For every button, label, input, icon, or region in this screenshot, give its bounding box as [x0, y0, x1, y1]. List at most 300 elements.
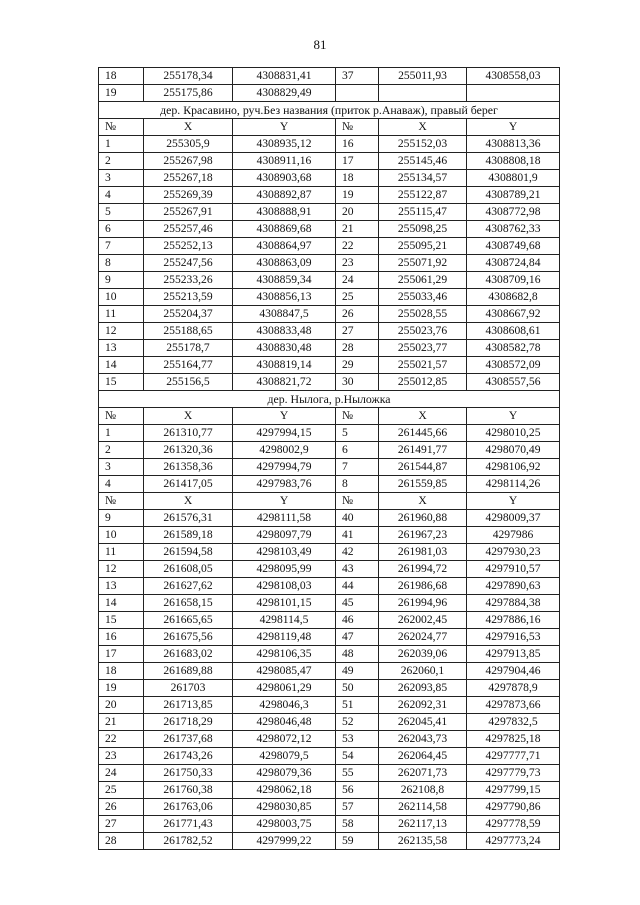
table-cell: 20	[99, 697, 144, 714]
table-cell	[467, 85, 560, 102]
table-cell: 3	[99, 459, 144, 476]
table-cell: Y	[467, 493, 560, 510]
table-cell	[336, 85, 379, 102]
table-cell: 255095,21	[379, 238, 467, 255]
table-cell: 4308864,97	[233, 238, 336, 255]
table-cell: 4308572,09	[467, 357, 560, 374]
table-cell: 4297886,16	[467, 612, 560, 629]
table-cell: 4297884,38	[467, 595, 560, 612]
table-cell: 19	[336, 187, 379, 204]
table-cell: 4297994,79	[233, 459, 336, 476]
table-cell: 4308682,8	[467, 289, 560, 306]
table-header-row	[99, 493, 560, 510]
table-cell: 4298010,25	[467, 425, 560, 442]
table-cell: 13	[99, 578, 144, 595]
table-cell: 255033,46	[379, 289, 467, 306]
table-cell: Y	[467, 119, 560, 136]
table-cell: 4298009,37	[467, 510, 560, 527]
table-cell: 42	[336, 544, 379, 561]
table-cell: 4298079,36	[233, 765, 336, 782]
table-cell: 4297778,59	[467, 816, 560, 833]
table-cell: 7	[336, 459, 379, 476]
table-cell: 261665,65	[144, 612, 233, 629]
table-cell: 27	[336, 323, 379, 340]
table-cell: 255115,47	[379, 204, 467, 221]
table-cell: 5	[99, 204, 144, 221]
table-cell: 4308808,18	[467, 153, 560, 170]
table-row	[99, 272, 560, 289]
table-cell: 4308558,03	[467, 68, 560, 85]
table-cell: 47	[336, 629, 379, 646]
table-cell: 59	[336, 833, 379, 850]
table-cell: 4297773,24	[467, 833, 560, 850]
table-cell: 255164,77	[144, 357, 233, 374]
table-cell: 54	[336, 748, 379, 765]
table-row	[99, 136, 560, 153]
table-cell: 4297904,46	[467, 663, 560, 680]
table-cell: 41	[336, 527, 379, 544]
table-cell: 262043,73	[379, 731, 467, 748]
table-cell: 4297832,5	[467, 714, 560, 731]
table-cell: 40	[336, 510, 379, 527]
table-cell: 12	[99, 561, 144, 578]
table-cell: Y	[233, 493, 336, 510]
table-cell: 262093,85	[379, 680, 467, 697]
table-cell: 4298097,79	[233, 527, 336, 544]
table-cell: 56	[336, 782, 379, 799]
table-cell: Y	[233, 119, 336, 136]
table-cell: 11	[99, 306, 144, 323]
table-row	[99, 374, 560, 391]
table-cell: 4298111,58	[233, 510, 336, 527]
table-row	[99, 629, 560, 646]
table-cell: 4298072,12	[233, 731, 336, 748]
table-row	[99, 238, 560, 255]
table-cell: 261544,87	[379, 459, 467, 476]
table-cell: X	[144, 493, 233, 510]
table-cell: 255213,59	[144, 289, 233, 306]
table-row	[99, 306, 560, 323]
page-number: 81	[313, 37, 327, 52]
table-cell: 52	[336, 714, 379, 731]
table-cell: 4298062,18	[233, 782, 336, 799]
table-cell: 8	[336, 476, 379, 493]
table-row	[99, 289, 560, 306]
table-cell: 4308582,78	[467, 340, 560, 357]
table-row	[99, 187, 560, 204]
table-cell: 30	[336, 374, 379, 391]
table-cell: 262039,06	[379, 646, 467, 663]
table-cell: 4298085,47	[233, 663, 336, 680]
table-cell: 261589,18	[144, 527, 233, 544]
table-cell: 261627,62	[144, 578, 233, 595]
table-cell: 261760,38	[144, 782, 233, 799]
table-cell: 22	[336, 238, 379, 255]
table-cell: 48	[336, 646, 379, 663]
table-cell: 261743,26	[144, 748, 233, 765]
table-cell: 262092,31	[379, 697, 467, 714]
table-cell: 255011,93	[379, 68, 467, 85]
table-row	[99, 748, 560, 765]
table-cell: №	[336, 408, 379, 425]
table-row	[99, 833, 560, 850]
table-cell: 255305,9	[144, 136, 233, 153]
section-title: дер. Красавино, руч.Без названия (приток р.Анаваж), правый берег	[99, 102, 560, 119]
table-cell: 27	[99, 816, 144, 833]
table-cell: 4308608,61	[467, 323, 560, 340]
table-cell: 1	[99, 425, 144, 442]
table-cell: 17	[336, 153, 379, 170]
table-cell: 15	[99, 612, 144, 629]
table-cell: 255257,46	[144, 221, 233, 238]
table-cell: 255267,91	[144, 204, 233, 221]
table-cell: 25	[99, 782, 144, 799]
table-cell: №	[336, 119, 379, 136]
table-row	[99, 782, 560, 799]
table-cell: 255178,34	[144, 68, 233, 85]
table-cell: 4297777,71	[467, 748, 560, 765]
table-cell: 261559,85	[379, 476, 467, 493]
table-cell: 261689,88	[144, 663, 233, 680]
table-cell: 261683,02	[144, 646, 233, 663]
table-cell: 261417,05	[144, 476, 233, 493]
table-row	[99, 765, 560, 782]
table-cell: 4298106,35	[233, 646, 336, 663]
table-cell: 4308724,84	[467, 255, 560, 272]
table-row	[99, 578, 560, 595]
table-cell: 4298101,15	[233, 595, 336, 612]
table-cell: 51	[336, 697, 379, 714]
table-cell: 14	[99, 357, 144, 374]
table-cell: 255023,77	[379, 340, 467, 357]
table-cell: X	[379, 493, 467, 510]
table-cell: 4308847,5	[233, 306, 336, 323]
table-cell: 4297890,63	[467, 578, 560, 595]
table-cell: 255252,13	[144, 238, 233, 255]
table-cell: 4308801,9	[467, 170, 560, 187]
table-cell: 4298046,48	[233, 714, 336, 731]
table-cell: 24	[99, 765, 144, 782]
section-title: дер. Нылога, р.Ныложка	[99, 391, 560, 408]
table-cell: 4298103,49	[233, 544, 336, 561]
table-cell: 255122,87	[379, 187, 467, 204]
table-cell: 261445,66	[379, 425, 467, 442]
table-cell: 261718,29	[144, 714, 233, 731]
table-cell: 4308819,14	[233, 357, 336, 374]
table-cell: 4308667,92	[467, 306, 560, 323]
table-cell: 262108,8	[379, 782, 467, 799]
table-cell: Y	[467, 408, 560, 425]
table-cell: 255061,29	[379, 272, 467, 289]
table-row	[99, 510, 560, 527]
table-cell: 261320,36	[144, 442, 233, 459]
table-cell: 4298003,75	[233, 816, 336, 833]
table-cell: 262135,58	[379, 833, 467, 850]
table-cell: 262024,77	[379, 629, 467, 646]
table-header-row	[99, 119, 560, 136]
table-cell: 4298119,48	[233, 629, 336, 646]
table-cell: 4308856,13	[233, 289, 336, 306]
table-cell: 24	[336, 272, 379, 289]
table-cell: 14	[99, 595, 144, 612]
table-cell: 261713,85	[144, 697, 233, 714]
table-cell: X	[144, 119, 233, 136]
table-cell: 255233,26	[144, 272, 233, 289]
table-cell: 261750,33	[144, 765, 233, 782]
table-row	[99, 442, 560, 459]
table-cell: 10	[99, 527, 144, 544]
table-cell: 4298061,29	[233, 680, 336, 697]
table-cell: 4308833,48	[233, 323, 336, 340]
table-cell: 255178,7	[144, 340, 233, 357]
table-cell: 255021,57	[379, 357, 467, 374]
table-cell: 25	[336, 289, 379, 306]
table-row	[99, 799, 560, 816]
table-cell: 255071,92	[379, 255, 467, 272]
table-row	[99, 680, 560, 697]
table-row	[99, 68, 560, 85]
table-cell: 255188,65	[144, 323, 233, 340]
table-row	[99, 527, 560, 544]
table-cell: 4308911,16	[233, 153, 336, 170]
table-header-row	[99, 408, 560, 425]
table-cell: 9	[99, 272, 144, 289]
table-cell: 2	[99, 442, 144, 459]
table-cell: 4308813,36	[467, 136, 560, 153]
table-cell: 4298002,9	[233, 442, 336, 459]
table-cell: 255269,39	[144, 187, 233, 204]
table-cell: 4297986	[467, 527, 560, 544]
table-cell: 3	[99, 170, 144, 187]
table-cell: 7	[99, 238, 144, 255]
table-cell: 4	[99, 187, 144, 204]
table-row	[99, 221, 560, 238]
table-cell: 4298114,26	[467, 476, 560, 493]
table-cell: 261491,77	[379, 442, 467, 459]
table-cell: 18	[99, 68, 144, 85]
table-cell: 18	[99, 663, 144, 680]
table-cell: 4297913,85	[467, 646, 560, 663]
table-cell: 21	[336, 221, 379, 238]
coordinates-table	[98, 67, 560, 850]
table-cell: 262114,58	[379, 799, 467, 816]
table-cell: 4308829,49	[233, 85, 336, 102]
table-cell: 255152,03	[379, 136, 467, 153]
table-cell: 262060,1	[379, 663, 467, 680]
section-title-row	[99, 391, 560, 408]
table-cell: 4297910,57	[467, 561, 560, 578]
table-cell: 261675,56	[144, 629, 233, 646]
table-cell: 23	[336, 255, 379, 272]
table-cell: 4308903,68	[233, 170, 336, 187]
table-row	[99, 714, 560, 731]
table-cell: 4308869,68	[233, 221, 336, 238]
table-cell: 261358,36	[144, 459, 233, 476]
table-cell: №	[99, 119, 144, 136]
table-cell: 261986,68	[379, 578, 467, 595]
table-cell: 261782,52	[144, 833, 233, 850]
table-cell: 13	[99, 340, 144, 357]
table-cell: Y	[233, 408, 336, 425]
table-cell: 4297999,22	[233, 833, 336, 850]
table-cell: 4308789,21	[467, 187, 560, 204]
table-cell: 4308772,98	[467, 204, 560, 221]
table-row	[99, 595, 560, 612]
table-cell: 4297779,73	[467, 765, 560, 782]
table-cell: 28	[336, 340, 379, 357]
table-cell: 255267,18	[144, 170, 233, 187]
table-cell: 45	[336, 595, 379, 612]
table-row	[99, 153, 560, 170]
table-cell: №	[336, 493, 379, 510]
table-cell: 4308762,33	[467, 221, 560, 238]
table-cell: 4297799,15	[467, 782, 560, 799]
table-cell: 23	[99, 748, 144, 765]
table-cell: 261703	[144, 680, 233, 697]
table-cell: 4	[99, 476, 144, 493]
table-cell: 4297790,86	[467, 799, 560, 816]
table-row	[99, 816, 560, 833]
table-cell: 262071,73	[379, 765, 467, 782]
table-cell: 22	[99, 731, 144, 748]
table-row	[99, 476, 560, 493]
table-cell: 261981,03	[379, 544, 467, 561]
table-cell: 6	[99, 221, 144, 238]
table-cell: 261608,05	[144, 561, 233, 578]
table-row	[99, 85, 560, 102]
table-row	[99, 731, 560, 748]
table-cell: 4298070,49	[467, 442, 560, 459]
table-cell: 4298108,03	[233, 578, 336, 595]
table-cell: 4298030,85	[233, 799, 336, 816]
table-cell: 17	[99, 646, 144, 663]
table-row	[99, 425, 560, 442]
table-cell: 4297930,23	[467, 544, 560, 561]
table-cell: 261576,31	[144, 510, 233, 527]
table-cell: 4308749,68	[467, 238, 560, 255]
table-row	[99, 697, 560, 714]
table-cell: №	[99, 408, 144, 425]
table-row	[99, 561, 560, 578]
table-cell: 255012,85	[379, 374, 467, 391]
table-cell: 29	[336, 357, 379, 374]
table-cell: 12	[99, 323, 144, 340]
table-cell: 53	[336, 731, 379, 748]
table-cell: 4297873,66	[467, 697, 560, 714]
table-cell: 4308892,87	[233, 187, 336, 204]
table-cell: 262002,45	[379, 612, 467, 629]
table-cell: 4308830,48	[233, 340, 336, 357]
table-cell: 21	[99, 714, 144, 731]
table-cell: 4308709,16	[467, 272, 560, 289]
table-cell: 15	[99, 374, 144, 391]
table-cell: 2	[99, 153, 144, 170]
table-cell: 4308888,91	[233, 204, 336, 221]
table-cell: 10	[99, 289, 144, 306]
table-cell: 26	[336, 306, 379, 323]
table-cell: 255145,46	[379, 153, 467, 170]
table-cell: 4298046,3	[233, 697, 336, 714]
table-cell: 16	[336, 136, 379, 153]
table-cell: 4298079,5	[233, 748, 336, 765]
table-cell: 9	[99, 510, 144, 527]
table-cell: 255134,57	[379, 170, 467, 187]
table-cell: X	[144, 408, 233, 425]
table-cell: 16	[99, 629, 144, 646]
table-row	[99, 544, 560, 561]
table-cell: 255098,25	[379, 221, 467, 238]
table-cell: X	[379, 408, 467, 425]
table-row	[99, 204, 560, 221]
table-cell: 261594,58	[144, 544, 233, 561]
table-cell: 43	[336, 561, 379, 578]
table-cell: 19	[99, 680, 144, 697]
table-cell: 261737,68	[144, 731, 233, 748]
table-cell: 262045,41	[379, 714, 467, 731]
table-cell: 255028,55	[379, 306, 467, 323]
table-cell: 58	[336, 816, 379, 833]
table-cell: 261771,43	[144, 816, 233, 833]
table-cell: 4297825,18	[467, 731, 560, 748]
table-cell: 262064,45	[379, 748, 467, 765]
table-cell: 49	[336, 663, 379, 680]
table-cell: 50	[336, 680, 379, 697]
table-cell: 4297983,76	[233, 476, 336, 493]
table-cell: 261763,06	[144, 799, 233, 816]
table-cell: 20	[336, 204, 379, 221]
table-cell: 11	[99, 544, 144, 561]
table-cell: 4308935,12	[233, 136, 336, 153]
table-cell: 55	[336, 765, 379, 782]
table-cell: 18	[336, 170, 379, 187]
table-cell: 255175,86	[144, 85, 233, 102]
table-cell: 4308821,72	[233, 374, 336, 391]
table-row	[99, 646, 560, 663]
table-cell: №	[99, 493, 144, 510]
table-cell: 4297878,9	[467, 680, 560, 697]
table-row	[99, 170, 560, 187]
table-cell: 4308859,34	[233, 272, 336, 289]
table-cell: 4297994,15	[233, 425, 336, 442]
table-cell: 255204,37	[144, 306, 233, 323]
table-cell: 4308863,09	[233, 255, 336, 272]
table-row	[99, 357, 560, 374]
table-row	[99, 663, 560, 680]
table-cell: 4308831,41	[233, 68, 336, 85]
table-cell	[379, 85, 467, 102]
table-cell: 1	[99, 136, 144, 153]
section-title-row	[99, 102, 560, 119]
table-cell: 261960,88	[379, 510, 467, 527]
table-cell: 255247,56	[144, 255, 233, 272]
table-cell: 4308557,56	[467, 374, 560, 391]
table-cell: 262117,13	[379, 816, 467, 833]
table-cell: 8	[99, 255, 144, 272]
table-cell: 44	[336, 578, 379, 595]
table-cell: 5	[336, 425, 379, 442]
table-row	[99, 323, 560, 340]
table-cell: 4298106,92	[467, 459, 560, 476]
table-cell: 261994,96	[379, 595, 467, 612]
table-row	[99, 612, 560, 629]
table-cell: 261994,72	[379, 561, 467, 578]
table-cell: 4298114,5	[233, 612, 336, 629]
table-cell: X	[379, 119, 467, 136]
table-cell: 19	[99, 85, 144, 102]
table-row	[99, 459, 560, 476]
table-cell: 255267,98	[144, 153, 233, 170]
table-cell: 261310,77	[144, 425, 233, 442]
